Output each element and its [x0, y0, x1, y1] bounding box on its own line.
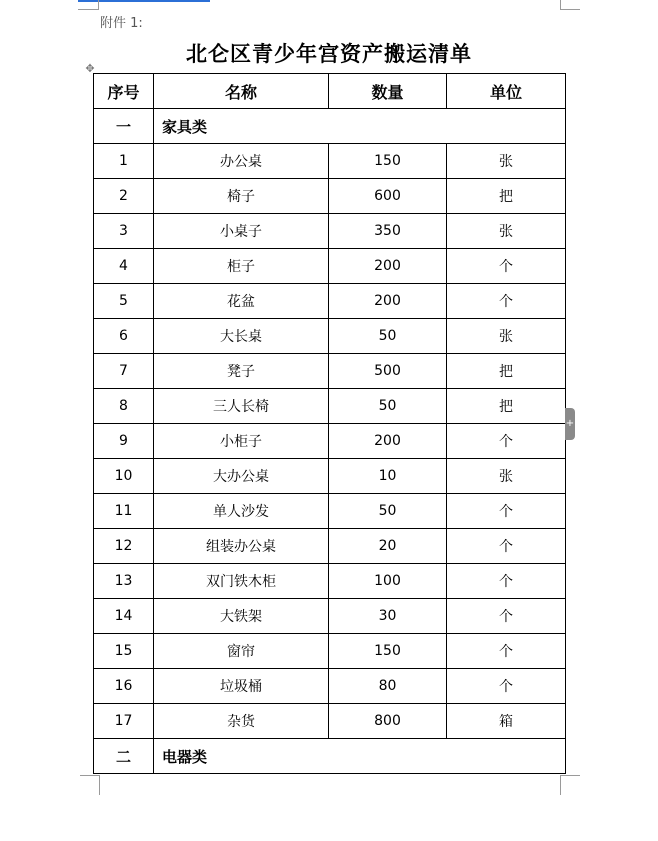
row-number: 10 — [94, 459, 154, 494]
item-unit: 张 — [447, 214, 566, 249]
row-number: 12 — [94, 529, 154, 564]
row-number: 8 — [94, 389, 154, 424]
item-quantity: 30 — [329, 599, 447, 634]
crop-mark-bottom-right-h — [560, 775, 580, 776]
section-row — [94, 739, 566, 774]
table-row — [94, 424, 566, 459]
item-unit: 箱 — [447, 704, 566, 739]
crop-mark-top-right-h — [560, 9, 580, 10]
row-number: 9 — [94, 424, 154, 459]
table-row — [94, 634, 566, 669]
row-number: 17 — [94, 704, 154, 739]
item-unit: 张 — [447, 459, 566, 494]
row-number: 11 — [94, 494, 154, 529]
item-unit: 个 — [447, 634, 566, 669]
item-unit: 个 — [447, 249, 566, 284]
item-unit: 个 — [447, 599, 566, 634]
table-row — [94, 599, 566, 634]
header-name: 名称 — [154, 74, 329, 109]
item-quantity: 500 — [329, 354, 447, 389]
item-name: 窗帘 — [154, 634, 329, 669]
item-unit: 把 — [447, 389, 566, 424]
table-row — [94, 564, 566, 599]
table-header-row — [94, 74, 566, 109]
row-number: 2 — [94, 179, 154, 214]
item-quantity: 200 — [329, 424, 447, 459]
item-unit: 把 — [447, 354, 566, 389]
item-name: 办公桌 — [154, 144, 329, 179]
item-unit: 个 — [447, 529, 566, 564]
crop-mark-bottom-left-h — [80, 775, 100, 776]
table-row — [94, 179, 566, 214]
item-name: 单人沙发 — [154, 494, 329, 529]
row-number: 4 — [94, 249, 154, 284]
row-number: 1 — [94, 144, 154, 179]
crop-mark-top-left-v — [98, 0, 99, 10]
item-quantity: 150 — [329, 634, 447, 669]
table-row — [94, 249, 566, 284]
item-quantity: 50 — [329, 389, 447, 424]
row-number: 15 — [94, 634, 154, 669]
plus-icon[interactable]: + — [565, 408, 575, 440]
crop-mark-bottom-right-v — [560, 775, 561, 795]
row-number: 7 — [94, 354, 154, 389]
item-unit: 个 — [447, 424, 566, 459]
item-quantity: 800 — [329, 704, 447, 739]
asset-table — [93, 73, 566, 774]
item-unit: 张 — [447, 144, 566, 179]
table-row — [94, 284, 566, 319]
item-unit: 个 — [447, 669, 566, 704]
document-title: 北仑区青少年宫资产搬运清单 — [186, 41, 472, 66]
item-unit: 把 — [447, 179, 566, 214]
table-row — [94, 704, 566, 739]
item-quantity: 200 — [329, 284, 447, 319]
table-row — [94, 144, 566, 179]
row-number: 13 — [94, 564, 154, 599]
section-row — [94, 109, 566, 144]
crop-mark-top-left-h — [78, 9, 98, 10]
header-unit: 单位 — [447, 74, 566, 109]
row-number: 14 — [94, 599, 154, 634]
row-number: 5 — [94, 284, 154, 319]
item-unit: 个 — [447, 494, 566, 529]
item-quantity: 600 — [329, 179, 447, 214]
item-name: 杂货 — [154, 704, 329, 739]
item-name: 小桌子 — [154, 214, 329, 249]
item-quantity: 20 — [329, 529, 447, 564]
item-name: 柜子 — [154, 249, 329, 284]
crop-mark-bottom-left-v — [99, 775, 100, 795]
item-quantity: 50 — [329, 494, 447, 529]
table-row — [94, 459, 566, 494]
item-quantity: 50 — [329, 319, 447, 354]
header-quantity: 数量 — [329, 74, 447, 109]
item-name: 垃圾桶 — [154, 669, 329, 704]
item-name: 椅子 — [154, 179, 329, 214]
table-row — [94, 319, 566, 354]
item-quantity: 350 — [329, 214, 447, 249]
row-number: 3 — [94, 214, 154, 249]
item-quantity: 200 — [329, 249, 447, 284]
item-quantity: 100 — [329, 564, 447, 599]
table-row — [94, 494, 566, 529]
item-quantity: 150 — [329, 144, 447, 179]
header-index: 序号 — [94, 74, 154, 109]
item-name: 凳子 — [154, 354, 329, 389]
table-row — [94, 529, 566, 564]
item-unit: 张 — [447, 319, 566, 354]
item-name: 组装办公桌 — [154, 529, 329, 564]
table-body — [94, 109, 566, 774]
section-index: 一 — [94, 109, 154, 144]
table-row — [94, 354, 566, 389]
item-name: 三人长椅 — [154, 389, 329, 424]
row-number: 16 — [94, 669, 154, 704]
table-row — [94, 669, 566, 704]
section-name: 电器类 — [154, 739, 566, 774]
section-name: 家具类 — [154, 109, 566, 144]
table-row — [94, 214, 566, 249]
item-unit: 个 — [447, 564, 566, 599]
item-quantity: 80 — [329, 669, 447, 704]
item-name: 大办公桌 — [154, 459, 329, 494]
attachment-label: 附件 1: — [100, 16, 143, 31]
table-row — [94, 389, 566, 424]
move-cross-icon[interactable]: ✥ — [85, 62, 95, 75]
item-name: 小柜子 — [154, 424, 329, 459]
section-index: 二 — [94, 739, 154, 774]
item-quantity: 10 — [329, 459, 447, 494]
item-name: 双门铁木柜 — [154, 564, 329, 599]
item-name: 花盆 — [154, 284, 329, 319]
item-name: 大铁架 — [154, 599, 329, 634]
item-unit: 个 — [447, 284, 566, 319]
crop-mark-top-right-v — [560, 0, 561, 10]
row-number: 6 — [94, 319, 154, 354]
item-name: 大长桌 — [154, 319, 329, 354]
